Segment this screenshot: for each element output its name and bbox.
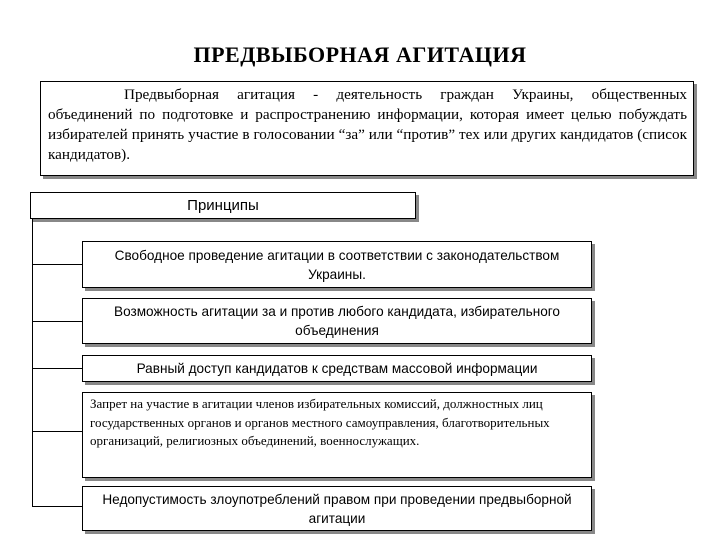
principle-box <box>82 392 592 478</box>
principle-text: Равный доступ кандидатов к средствам массовой информации <box>136 361 538 376</box>
connector-1 <box>32 264 82 265</box>
principle-text: Недопустимость злоупотреблений правом при проведении предвыборной агитации <box>102 491 572 526</box>
principles-header: Принципы <box>30 192 416 219</box>
principle-box <box>82 241 592 288</box>
connector-trunk <box>32 219 33 507</box>
connector-2 <box>32 321 82 322</box>
principle-text: Возможность агитации за и против любого кандидата, избирательного объединения <box>114 304 560 338</box>
principle-box <box>82 298 592 344</box>
principle-text: Свободное проведение агитации в соответствии с законодательством Украины. <box>114 247 560 282</box>
connector-4 <box>32 431 82 432</box>
principle-box <box>82 355 592 382</box>
principle-box <box>82 486 592 531</box>
principle-text: Запрет на участие в агитации членов избирательных комиссий, должностных лиц государственных органов и органов местного самоуправления, благотворительных организаций, религиозных объединений, военнослужащих. <box>90 396 550 448</box>
definition-box: Предвыборная агитация - деятельность граждан Украины, общественных объединений по подготовке и распространению информации, которая имеет целью побуждать избирателей принять участие в голосовании “за” или “против” тех или других кандидатов (список кандидатов). <box>40 81 694 176</box>
connector-5 <box>32 506 82 507</box>
page-title: ПРЕДВЫБОРНАЯ АГИТАЦИЯ <box>193 42 527 67</box>
connector-3 <box>32 368 82 369</box>
